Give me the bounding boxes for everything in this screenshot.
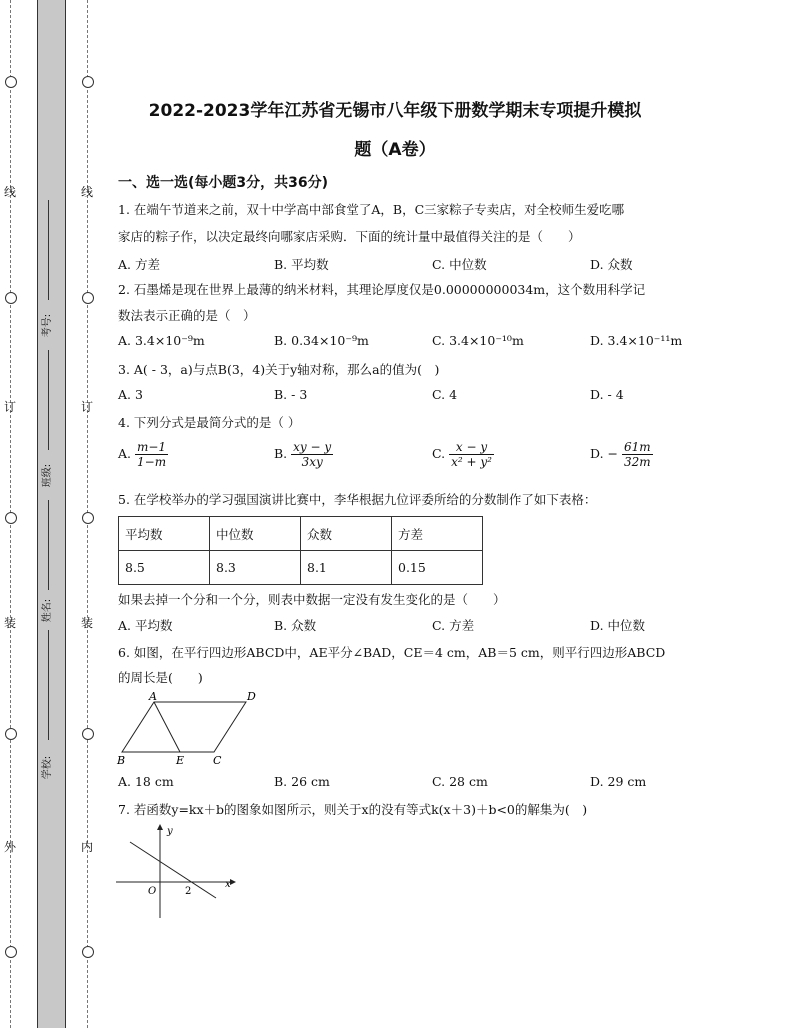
origin-label: O [148,886,157,897]
question-3-option-b[interactable]: B. - 3 [274,387,308,402]
question-2-text: 2. 石墨烯是现在世界上最薄的纳米材料，其理论厚度仅是0.00000000034m，这个数用科学记 [118,282,646,297]
question-2-text-line2: 数法表示正确的是（ ） [118,308,256,323]
question-7-text: 7. 若函数y=kx＋b的图象如图所示，则关于x的没有等式k(x＋3)＋b<0的解集为( ) [118,802,588,817]
page-title: 2022-2023学年江苏省无锡市八年级下册数学期末专项提升模拟 [148,101,642,121]
question-1-option-c[interactable]: C. 中位数 [432,257,487,272]
table-cell: 8.5 [119,551,210,585]
numerator: m−1 [137,440,167,454]
axis-label-y: y [167,826,173,837]
binding-char-zhuang: 装 [81,616,94,630]
question-4-text: 4. 下列分式是最简分式的是（ ） [118,415,301,430]
question-4-option-b[interactable] [274,440,333,469]
minus-sign: − [607,446,619,461]
question-6-text-line2: 的周长是( ) [118,670,203,685]
name-line [48,500,49,590]
question-5-text-line2: 如果去掉一个分和一个分，则表中数据一定没有发生变化的是（ ） [118,592,506,607]
question-2-option-d[interactable]: D. 3.4×10⁻¹¹m [590,333,683,348]
binding-hole [5,76,17,88]
table-header-cell: 平均数 [119,517,210,551]
question-1-option-b[interactable]: B. 平均数 [274,257,329,272]
section-heading: 一、选一选(每小题3分，共36分) [118,175,329,191]
parallelogram-figure [112,690,262,768]
option-label: A. [118,446,132,461]
question-4-option-c[interactable] [432,440,494,469]
exam-number-label: 考号: [42,313,54,338]
denominator: 32m [624,455,651,469]
question-1-text: 1. 在端午节道来之前，双十中学高中部食堂了A，B，C三家粽子专卖店，对全校师生爱吃哪 [118,202,625,217]
denominator: 1−m [137,455,167,469]
binding-hole [5,512,17,524]
fraction [291,440,333,469]
question-3-option-c[interactable]: C. 4 [432,387,458,402]
school-line [48,630,49,740]
question-1-option-a[interactable]: A. 方差 [118,257,160,272]
binding-hole [5,946,17,958]
question-4-option-a[interactable] [118,440,168,469]
binding-char-ding: 订 [4,400,17,414]
question-6-text: 6. 如图，在平行四边形ABCD中，AE平分∠BAD，CE＝4 cm，AB＝5 cm，则平行四边形ABCD [118,645,666,660]
denominator: 3xy [301,455,323,469]
page-title-line2: 题（A卷） [354,140,436,160]
binding-hole [82,728,94,740]
binding-char-zhuang: 装 [4,616,17,630]
binding-hole [5,728,17,740]
gray-binding-band [37,0,66,1028]
fraction [622,440,653,469]
name-label: 姓名: [42,598,54,623]
binding-char-wai: 外 [4,840,17,854]
binding-hole [82,76,94,88]
binding-char-nei: 内 [81,840,94,854]
binding-hole [82,946,94,958]
numerator: 61m [624,440,651,454]
school-label: 学校: [42,755,54,780]
point-label-e: E [176,754,185,767]
binding-char-xian: 线 [81,185,94,199]
x-intercept-label: 2 [185,886,192,897]
class-label: 班级: [42,463,54,488]
fraction [449,440,494,469]
class-line [48,350,49,450]
numerator: x − y [449,440,494,455]
question-5-option-b[interactable]: B. 众数 [274,618,317,633]
binding-char-xian: 线 [4,185,17,199]
table-cell: 8.3 [210,551,301,585]
denominator: x² + y² [451,455,492,469]
question-3-option-d[interactable]: D. - 4 [590,387,624,402]
table-header-cell: 众数 [301,517,392,551]
question-6-option-a[interactable]: A. 18 cm [118,774,174,789]
table-header-cell: 中位数 [210,517,301,551]
question-6-option-c[interactable]: C. 28 cm [432,774,488,789]
option-label: B. [274,446,288,461]
table-cell: 0.15 [392,551,483,585]
binding-char-ding: 订 [81,400,94,414]
question-1-text-line2: 家店的粽子作，以决定最终向哪家店采购．下面的统计量中最值得关注的是（ ） [118,229,581,244]
axis-label-x: x [225,879,231,890]
option-label: D. [590,446,604,461]
binding-hole [82,292,94,304]
question-5-option-d[interactable]: D. 中位数 [590,618,646,633]
question-5-option-c[interactable]: C. 方差 [432,618,475,633]
fraction [135,440,168,469]
table-header-cell: 方差 [392,517,483,551]
question-2-option-b[interactable]: B. 0.34×10⁻⁹m [274,333,369,348]
point-label-a: A [149,690,157,703]
question-3-option-a[interactable]: A. 3 [118,387,143,402]
point-label-b: B [117,754,126,767]
point-label-c: C [213,754,222,767]
numerator: xy − y [293,440,332,454]
question-5-option-a[interactable]: A. 平均数 [118,618,173,633]
binding-strip [0,0,110,1028]
question-2-option-c[interactable]: C. 3.4×10⁻¹⁰m [432,333,524,348]
question-4-option-d[interactable] [590,440,653,469]
question-2-option-a[interactable]: A. 3.4×10⁻⁹m [118,333,205,348]
segment-ae [154,702,180,752]
linear-function-graph [112,822,242,922]
question-6-option-b[interactable]: B. 26 cm [274,774,330,789]
function-line [130,842,216,898]
table-cell: 8.1 [301,551,392,585]
point-label-d: D [247,690,256,703]
parallelogram-abcd [122,702,246,752]
question-3-text: 3. A( - 3，a)与点B(3，4)关于y轴对称，那么a的值为( ) [118,362,440,377]
x-axis-arrow [230,879,236,885]
table-row [119,551,483,585]
binding-hole [5,292,17,304]
option-label: C. [432,446,446,461]
exam-number-line [48,200,49,300]
question-5-text: 5. 在学校举办的学习强国演讲比赛中，李华根据九位评委所给的分数制作了如下表格： [118,492,597,507]
table-header-row [119,517,483,551]
question-1-option-d[interactable]: D. 众数 [590,257,633,272]
statistics-table [118,516,483,585]
y-axis-arrow [157,824,163,830]
question-6-option-d[interactable]: D. 29 cm [590,774,647,789]
binding-hole [82,512,94,524]
